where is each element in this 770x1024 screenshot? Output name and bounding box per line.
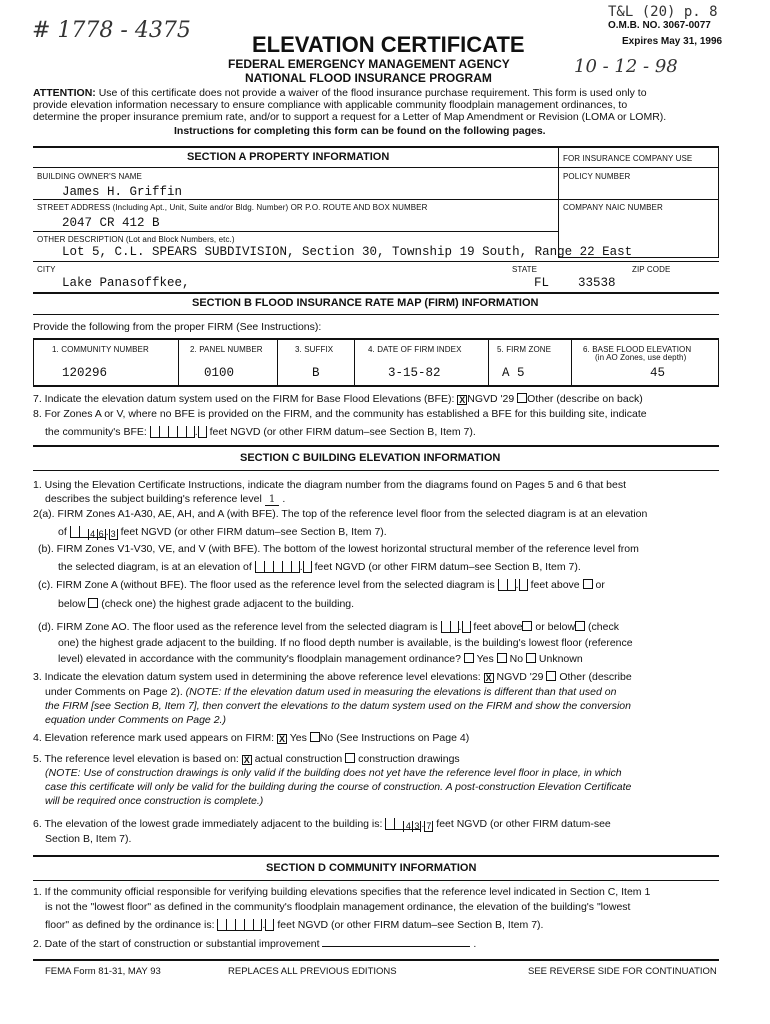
panel-number-field[interactable]: 0100 — [204, 366, 235, 380]
handwritten-reference: # 1778 - 4375 — [32, 18, 191, 43]
c-item-5-note-3: will be required once construction is complete.) — [45, 795, 264, 807]
policy-number-label: POLICY NUMBER — [563, 172, 631, 181]
lowest-grade-decimal[interactable]: 7 — [426, 821, 432, 831]
c-item-6-line-1: 6. The elevation of the lowest grade immediately adjacent to the building is: 4 3 . 7 feet NGVD (or other FIRM datum-see — [33, 818, 611, 831]
diagram-number-field[interactable]: 1 — [265, 493, 280, 506]
zone-a-above-label: feet above — [530, 579, 580, 591]
naic-number-label: COMPANY NAIC NUMBER — [563, 203, 663, 212]
ordinance-yes-label: Yes — [476, 653, 494, 665]
firm-table-bottom — [33, 385, 719, 387]
insurance-column-divider — [558, 146, 559, 258]
c-item-1-line-2: describes the subject building's reference level 1 . — [45, 493, 286, 505]
lowest-grade-text: 6. The elevation of the lowest grade immediately adjacent to the building is: — [33, 818, 383, 830]
base-flood-elevation-label: 6. BASE FLOOD ELEVATION — [583, 345, 692, 354]
attention-line-1 — [33, 87, 647, 99]
c-item-2c-line-1: (c). FIRM Zone A (without BFE). The floor used as the reference level from the selected diagram is . feet above or — [38, 579, 605, 591]
community-number-field[interactable]: 120296 — [62, 366, 108, 380]
construction-date-text: 2. Date of the start of construction or substantial improvement — [33, 938, 320, 950]
c-item-3-note-3: equation under Comments on Page 2.) — [45, 714, 226, 726]
firm-zone-label: 5. FIRM ZONE — [497, 345, 552, 354]
reference-level-elevation-field[interactable]: 4 6 — [70, 526, 106, 538]
zone-ao-above-checkbox[interactable] — [522, 621, 532, 631]
attention-text-1: Use of this certificate does not provide a waiver of the flood insurance purchase requirement. This form is used only to — [98, 87, 647, 99]
actual-construction-checkbox[interactable]: X — [243, 755, 250, 765]
attention-line-2: provide elevation information necessary to ensure compliance with applicable community floodplain management ordinances, to — [33, 99, 628, 111]
actual-construction-label: actual construction — [254, 753, 343, 765]
zone-a-below-label: below — [58, 598, 86, 610]
c-item-4-line — [33, 732, 469, 744]
elevation-of-label: of — [58, 526, 67, 538]
c-item-2d-line-2: one) the highest grade adjacent to the building. If no flood depth number is available, is the building's lowest floor (reference — [58, 637, 633, 649]
section-c-title: SECTION C BUILDING ELEVATION INFORMATION — [240, 452, 501, 464]
city-field[interactable]: Lake Panasoffkee, — [62, 276, 190, 290]
replaces-editions: REPLACES ALL PREVIOUS EDITIONS — [228, 966, 397, 977]
lowest-grade-units: feet NGVD (or other FIRM datum-see — [436, 818, 611, 830]
firm-index-date-label: 4. DATE OF FIRM INDEX — [368, 345, 462, 354]
reference-mark-instructions: (See Instructions on Page 4) — [336, 732, 470, 744]
community-number-label: 1. COMMUNITY NUMBER — [52, 345, 149, 354]
rule — [33, 167, 719, 168]
community-bfe-label: the community's BFE: — [45, 426, 147, 438]
or-label: or — [595, 579, 605, 591]
zone-ao-text: (d). FIRM Zone AO. The floor used as the reference level from the selected diagram is — [38, 621, 438, 633]
zone-ao-check-label: (check — [588, 621, 619, 633]
community-bfe-field[interactable] — [150, 426, 195, 438]
suffix-field[interactable]: B — [312, 366, 320, 380]
c-item-5-line — [33, 753, 460, 765]
suffix-label: 3. SUFFIX — [295, 345, 334, 354]
insurance-column-right — [718, 146, 719, 258]
reference-mark-no-checkbox[interactable] — [310, 732, 320, 742]
c-item-2d-line-1: (d). FIRM Zone AO. The floor used as the reference level from the selected diagram is . feet above or below (check — [38, 621, 619, 633]
other-datum-checkbox[interactable] — [517, 393, 527, 403]
reference-level-elevation-decimal[interactable]: 3 — [110, 529, 116, 539]
datum-system-text: 3. Indicate the elevation datum system used in determining the above reference level elevations: — [33, 671, 481, 683]
ngvd-29-checkbox[interactable]: X — [459, 395, 466, 405]
rule — [33, 855, 719, 857]
c3-comments-text: under Comments on Page 2). — [45, 686, 183, 698]
d-item-2-line: 2. Date of the start of construction or substantial improvement . — [33, 938, 477, 950]
firm-provide-instruction: Provide the following from the proper FIRM (See Instructions): — [33, 321, 322, 333]
c-item-2a-line-2: of 4 6 . 3 feet NGVD (or other FIRM datum–see Section B, Item 7). — [58, 526, 387, 539]
attention-line-3: determine the proper insurance premium rate, and/or to support a request for a Letter of Map Amendment or Revision (LOMA or LOMR). — [33, 111, 667, 123]
rule — [277, 338, 278, 386]
zone-ao-above-label: feet above — [473, 621, 523, 633]
d-item-1-line-3: floor" as defined by the ordinance is: . feet NGVD (or other FIRM datum–see Section B, Item 7). — [45, 919, 544, 931]
rule — [488, 338, 489, 386]
ordinance-no-label: No — [509, 653, 524, 665]
rule — [354, 338, 355, 386]
c-item-3-line-1 — [33, 671, 632, 683]
zone-a-height-field[interactable] — [498, 579, 516, 591]
city-label: CITY — [37, 265, 56, 274]
panel-number-label: 2. PANEL NUMBER — [190, 345, 263, 354]
section-b-title: SECTION B FLOOD INSURANCE RATE MAP (FIRM) INFORMATION — [192, 297, 539, 309]
other-datum-label: Other (describe on back) — [527, 393, 643, 405]
reference-mark-text: 4. Elevation reference mark used appears on FIRM: — [33, 732, 275, 744]
owner-name-field[interactable]: James H. Griffin — [62, 185, 183, 199]
rule — [33, 445, 719, 447]
v-zone-elevation-field[interactable] — [255, 561, 300, 573]
rule — [33, 292, 719, 294]
section-a-title: SECTION A PROPERTY INFORMATION — [187, 151, 390, 163]
diagram-number-label: describes the subject building's reference level — [45, 493, 262, 505]
zone-ao-below-checkbox[interactable] — [575, 621, 585, 631]
reference-mark-yes-checkbox[interactable]: X — [278, 734, 285, 744]
ngvd-29-label: NGVD '29 — [467, 393, 515, 405]
firm-index-date-field[interactable]: 3-15-82 — [388, 366, 441, 380]
program-name: NATIONAL FLOOD INSURANCE PROGRAM — [245, 71, 492, 85]
d-item-1-line-2: is not the "lowest floor" as defined in the community's floodplain management ordinance, the elevation of the building's "lowest — [45, 901, 631, 913]
section-d-title: SECTION D COMMUNITY INFORMATION — [266, 862, 477, 874]
v-zone-elevation-decimal[interactable] — [303, 561, 312, 573]
ordinance-no-checkbox[interactable] — [497, 653, 507, 663]
lowest-floor-text: floor" as defined by the ordinance is: — [45, 919, 215, 931]
firm-zone-field[interactable]: A 5 — [502, 366, 525, 380]
ordinance-unknown-checkbox[interactable] — [526, 653, 536, 663]
construction-drawings-label: construction drawings — [358, 753, 460, 765]
construction-drawings-checkbox[interactable] — [345, 753, 355, 763]
c-item-2a-line-1: 2(a). FIRM Zones A1-A30, AE, AH, and A (with BFE). The top of the reference level floor from the selected diagram is at an elevation — [33, 508, 648, 520]
lowest-grade-field[interactable]: 4 3 — [385, 818, 421, 830]
zone-a-text: (c). FIRM Zone A (without BFE). The floor used as the reference level from the selected diagram is — [38, 579, 495, 591]
c3-ngvd-checkbox[interactable]: X — [485, 673, 492, 683]
zip-label: ZIP CODE — [632, 265, 671, 274]
zone-a-height-decimal[interactable] — [519, 579, 528, 591]
firm-table-top — [33, 338, 719, 340]
state-field[interactable]: FL — [534, 276, 550, 290]
zone-ao-below-label: or below — [535, 621, 576, 633]
rule — [571, 338, 572, 386]
base-flood-elevation-field[interactable]: 45 — [650, 366, 666, 380]
lowest-floor-decimal[interactable] — [265, 919, 274, 931]
street-address-label: STREET ADDRESS (Including Apt., Unit, Suite and/or Bldg. Number) OR P.O. ROUTE AND BOX NUMBER — [37, 203, 428, 212]
rule — [33, 231, 559, 232]
zone-ao-height-field[interactable] — [441, 621, 459, 633]
attention-label: ATTENTION: — [33, 87, 96, 99]
section-a-top-rule — [33, 146, 719, 148]
reference-level-units: feet NGVD (or other FIRM datum–see Section B, Item 7). — [120, 526, 387, 538]
other-description-field[interactable]: Lot 5, C.L. SPEARS SUBDIVISION, Section 30, Township 19 South, Range 22 East — [62, 245, 633, 259]
based-on-text: 5. The reference level elevation is based on: — [33, 753, 239, 765]
c-item-1-line-1: 1. Using the Elevation Certificate Instructions, indicate the diagram number from the diagrams found on Pages 5 and 6 that best — [33, 479, 626, 491]
ordinance-yes-checkbox[interactable] — [464, 653, 474, 663]
c-item-3-line-2 — [45, 686, 616, 698]
item-8-line-1: 8. For Zones A or V, where no BFE is provided on the FIRM, and the community has established a BFE for this building site, indicate — [33, 408, 647, 420]
construction-date-field[interactable] — [322, 937, 470, 947]
community-bfe-units: feet NGVD (or other FIRM datum–see Section B, Item 7). — [209, 426, 476, 438]
form-number: FEMA Form 81-31, MAY 93 — [45, 966, 161, 977]
rule — [178, 338, 179, 386]
zone-a-below-checkbox[interactable] — [88, 598, 98, 608]
ordinance-question: level) elevated in accordance with the community's floodplain management ordinance? — [58, 653, 461, 665]
c3-note-1: (NOTE: If the elevation datum used in measuring the elevations is different than that used on — [185, 686, 617, 698]
state-label: STATE — [512, 265, 538, 274]
c-item-2b-line-2: the selected diagram, is at an elevation of . feet NGVD (or other FIRM datum–see Section B, Item 7). — [58, 561, 581, 573]
lowest-floor-field[interactable] — [217, 919, 262, 931]
instructions-note: Instructions for completing this form can be found on the following pages. — [174, 125, 546, 137]
insurance-use-label: FOR INSURANCE COMPANY USE — [563, 154, 693, 163]
zone-a-above-checkbox[interactable] — [583, 579, 593, 589]
rule — [718, 338, 719, 386]
base-flood-elevation-sub: (in AO Zones, use depth) — [595, 353, 687, 362]
document-title: ELEVATION CERTIFICATE — [252, 32, 525, 57]
c-item-5-note-1: (NOTE: Use of construction drawings is only valid if the building does not yet have the reference level floor in place, in which — [45, 767, 622, 779]
rule — [33, 261, 719, 262]
zone-a-check-one-text: (check one) the highest grade adjacent to the building. — [101, 598, 355, 610]
c3-ngvd-label: NGVD '29 — [496, 671, 544, 683]
c-item-3-note-2: the FIRM [see Section B, Item 7], then convert the elevations to the datum system used on the FIRM and show the conversion — [45, 700, 631, 712]
footer-rule — [33, 959, 719, 961]
item-7-line — [33, 393, 643, 405]
rule — [33, 338, 34, 386]
item-7-text: 7. Indicate the elevation datum system used on the FIRM for Base Flood Elevations (BFE): — [33, 393, 455, 405]
expiration-date: Expires May 31, 1996 — [622, 36, 723, 47]
handwritten-stamp: T&L (20) p. 8 — [608, 4, 718, 20]
c3-other-label: Other (describe — [559, 671, 632, 683]
community-bfe-decimal[interactable] — [198, 426, 207, 438]
zone-ao-height-decimal[interactable] — [462, 621, 471, 633]
c-item-5-note-2: case this certificate will only be valid for the building during the course of construction. A post-construction Elevation Certificate — [45, 781, 632, 793]
ordinance-unknown-label: Unknown — [538, 653, 583, 665]
rule — [33, 199, 719, 200]
omb-number: O.M.B. NO. 3067-0077 — [608, 20, 711, 31]
owner-name-label: BUILDING OWNER'S NAME — [37, 172, 142, 181]
lowest-floor-units: feet NGVD (or other FIRM datum–see Section B, Item 7). — [277, 919, 544, 931]
other-description-label: OTHER DESCRIPTION (Lot and Block Numbers, etc.) — [37, 235, 235, 244]
v-zone-units: feet NGVD (or other FIRM datum–see Section B, Item 7). — [314, 561, 581, 573]
c-item-2c-line-2 — [58, 598, 354, 610]
c-item-6-line-2: Section B, Item 7). — [45, 833, 132, 845]
rule — [33, 880, 719, 881]
rule — [33, 470, 719, 471]
zip-field[interactable]: 33538 — [578, 276, 616, 290]
d-item-1-line-1: 1. If the community official responsible for verifying building elevations specifies that the reference level indicated in Section C, Item 1 — [33, 886, 651, 898]
handwritten-date: 10 - 12 - 98 — [574, 56, 678, 77]
street-address-field[interactable]: 2047 CR 412 B — [62, 216, 160, 230]
c-item-2d-line-3 — [58, 653, 583, 665]
agency-name: FEDERAL EMERGENCY MANAGEMENT AGENCY — [228, 57, 510, 71]
reference-mark-yes-label: Yes — [289, 732, 307, 744]
c3-other-checkbox[interactable] — [546, 671, 556, 681]
rule — [33, 314, 719, 315]
v-zone-elevation-label: the selected diagram, is at an elevation of — [58, 561, 252, 573]
c-item-2b-line-1: (b). FIRM Zones V1-V30, VE, and V (with BFE). The bottom of the lowest horizontal structural member of the reference level from — [38, 543, 639, 555]
see-reverse: SEE REVERSE SIDE FOR CONTINUATION — [528, 966, 717, 977]
item-8-line-2: the community's BFE: . feet NGVD (or other FIRM datum–see Section B, Item 7). — [45, 426, 476, 438]
reference-mark-no-label: No — [319, 732, 334, 744]
